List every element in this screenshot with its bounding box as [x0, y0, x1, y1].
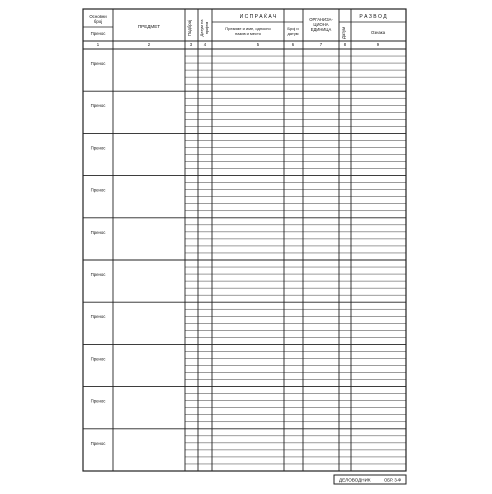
column-number: 7 — [319, 42, 323, 47]
header-sender-name-line2: назив и место — [234, 31, 262, 36]
header-date-line2: пријем — [204, 21, 209, 35]
header-org-unit-line2: ЦИОНА — [313, 22, 329, 27]
entry-transfer-label: Пренос — [90, 440, 106, 446]
header-distribution-date: Датум — [341, 27, 346, 39]
header-subnumber: Подброј — [187, 19, 192, 37]
form-grid — [83, 9, 406, 471]
header-distribution-mark: Ознака — [370, 30, 386, 35]
header-org-unit-line3: ЕДИНИЦА — [310, 27, 332, 32]
column-number: 5 — [256, 42, 260, 47]
entry-transfer-label: Пренос — [90, 229, 106, 235]
header — [89, 13, 387, 39]
column-number: 9 — [376, 42, 380, 47]
header-date-line1: Датум на — [199, 19, 204, 37]
header-sender: И С П Р А Ќ А Ч — [239, 14, 277, 20]
entry-transfer-label: Пренос — [90, 356, 106, 362]
column-number: 2 — [147, 42, 151, 47]
entry-transfer-label: Пренос — [90, 187, 106, 193]
column-number: 6 — [291, 42, 295, 47]
header-col1-transfer: Пренос — [90, 31, 106, 36]
entry-transfer-label: Пренос — [90, 145, 106, 151]
header-distribution: Р А З В О Д — [359, 14, 387, 20]
entry-transfer-label: Пренос — [90, 314, 106, 320]
entry-transfer-label: Пренос — [90, 61, 106, 66]
footer-form-code: ОБР. 3-Ф — [384, 477, 402, 483]
entry-transfer-label: Пренос — [90, 398, 106, 404]
column-number: 8 — [343, 42, 347, 47]
form-footer — [334, 475, 406, 484]
column-number: 4 — [203, 42, 207, 47]
header-col1-line2: број — [93, 19, 103, 24]
column-number: 1 — [96, 42, 100, 47]
entry-blocks — [91, 61, 107, 446]
entry-transfer-label: Пренос — [90, 103, 106, 109]
header-number-date-line2: датум — [287, 31, 299, 36]
footer-label: ДЕЛОВОДНИК — [339, 477, 371, 483]
form-frame — [83, 9, 406, 471]
entry-transfer-label: Пренос — [90, 272, 106, 277]
header-org-unit-line1: ОРГАНИЗА- — [309, 17, 333, 22]
header-col1-line1: Основни — [89, 14, 107, 19]
header-subject: ПРЕДМЕТ — [137, 24, 161, 29]
header-number-date-line1: Број и — [287, 26, 299, 31]
column-number-row — [97, 42, 380, 47]
header-sender-name-line1: Презиме и име, односно — [225, 26, 271, 31]
column-number: 3 — [189, 42, 193, 47]
